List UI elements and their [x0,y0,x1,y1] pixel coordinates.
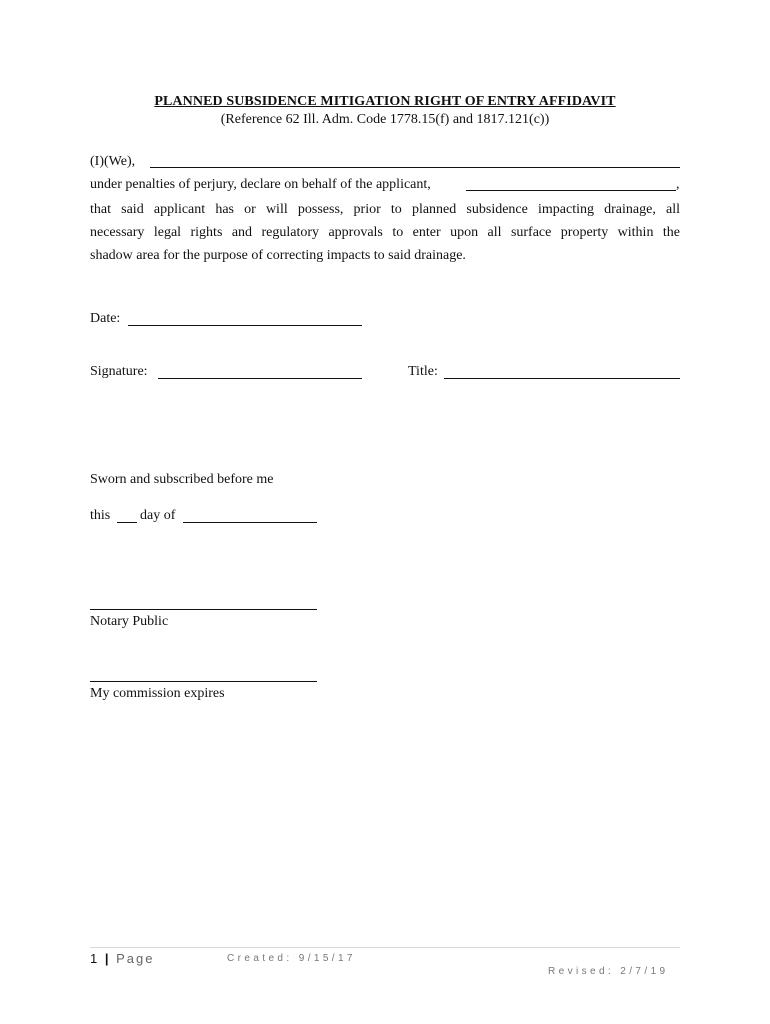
page-word: Page [116,951,155,966]
applicant-comma: , [676,177,680,192]
this-label: this [90,508,111,523]
notary-public-label: Notary Public [90,614,169,629]
signature-blank-field[interactable] [158,378,362,379]
name-blank-field[interactable] [150,167,680,168]
month-year-blank-field[interactable] [183,522,317,523]
day-of-label: day of [140,508,176,523]
signature-label: Signature: [90,364,148,379]
title-blank-field[interactable] [444,378,680,379]
affidavit-text-line: that said applicant has or will possess, prior to planned subsidence impacting drainage, all [90,202,680,217]
commission-expiry-blank-field[interactable] [90,681,317,682]
notary-signature-blank-field[interactable] [90,609,317,610]
document-title: PLANNED SUBSIDENCE MITIGATION RIGHT OF ENTRY AFFIDAVIT [154,94,616,109]
document-subtitle: (Reference 62 Ill. Adm. Code 1778.15(f) and 1817.121(c)) [220,112,550,127]
date-blank-field[interactable] [128,325,362,326]
revised-date: Revised: 2/7/19 [548,966,669,977]
affidavit-text-line: shadow area for the purpose of correcting impacts to said drainage. [90,248,466,263]
applicant-blank-field[interactable] [466,190,676,191]
day-blank-field[interactable] [117,522,137,523]
footer-divider [90,947,680,948]
affidavit-text-line: necessary legal rights and regulatory approvals to enter upon all surface property within the [90,225,680,240]
page-number-footer [90,951,155,966]
created-date: Created: 9/15/17 [227,953,356,964]
perjury-declaration-text: under penalties of perjury, declare on behalf of the applicant, [90,177,431,192]
sworn-subscribed-text: Sworn and subscribed before me [90,472,274,487]
i-we-label: (I)(We), [90,154,136,169]
page-number: 1 [90,951,100,966]
title-label: Title: [408,364,438,379]
date-label: Date: [90,311,121,326]
commission-expires-label: My commission expires [90,686,225,701]
page-separator: | [104,951,111,966]
